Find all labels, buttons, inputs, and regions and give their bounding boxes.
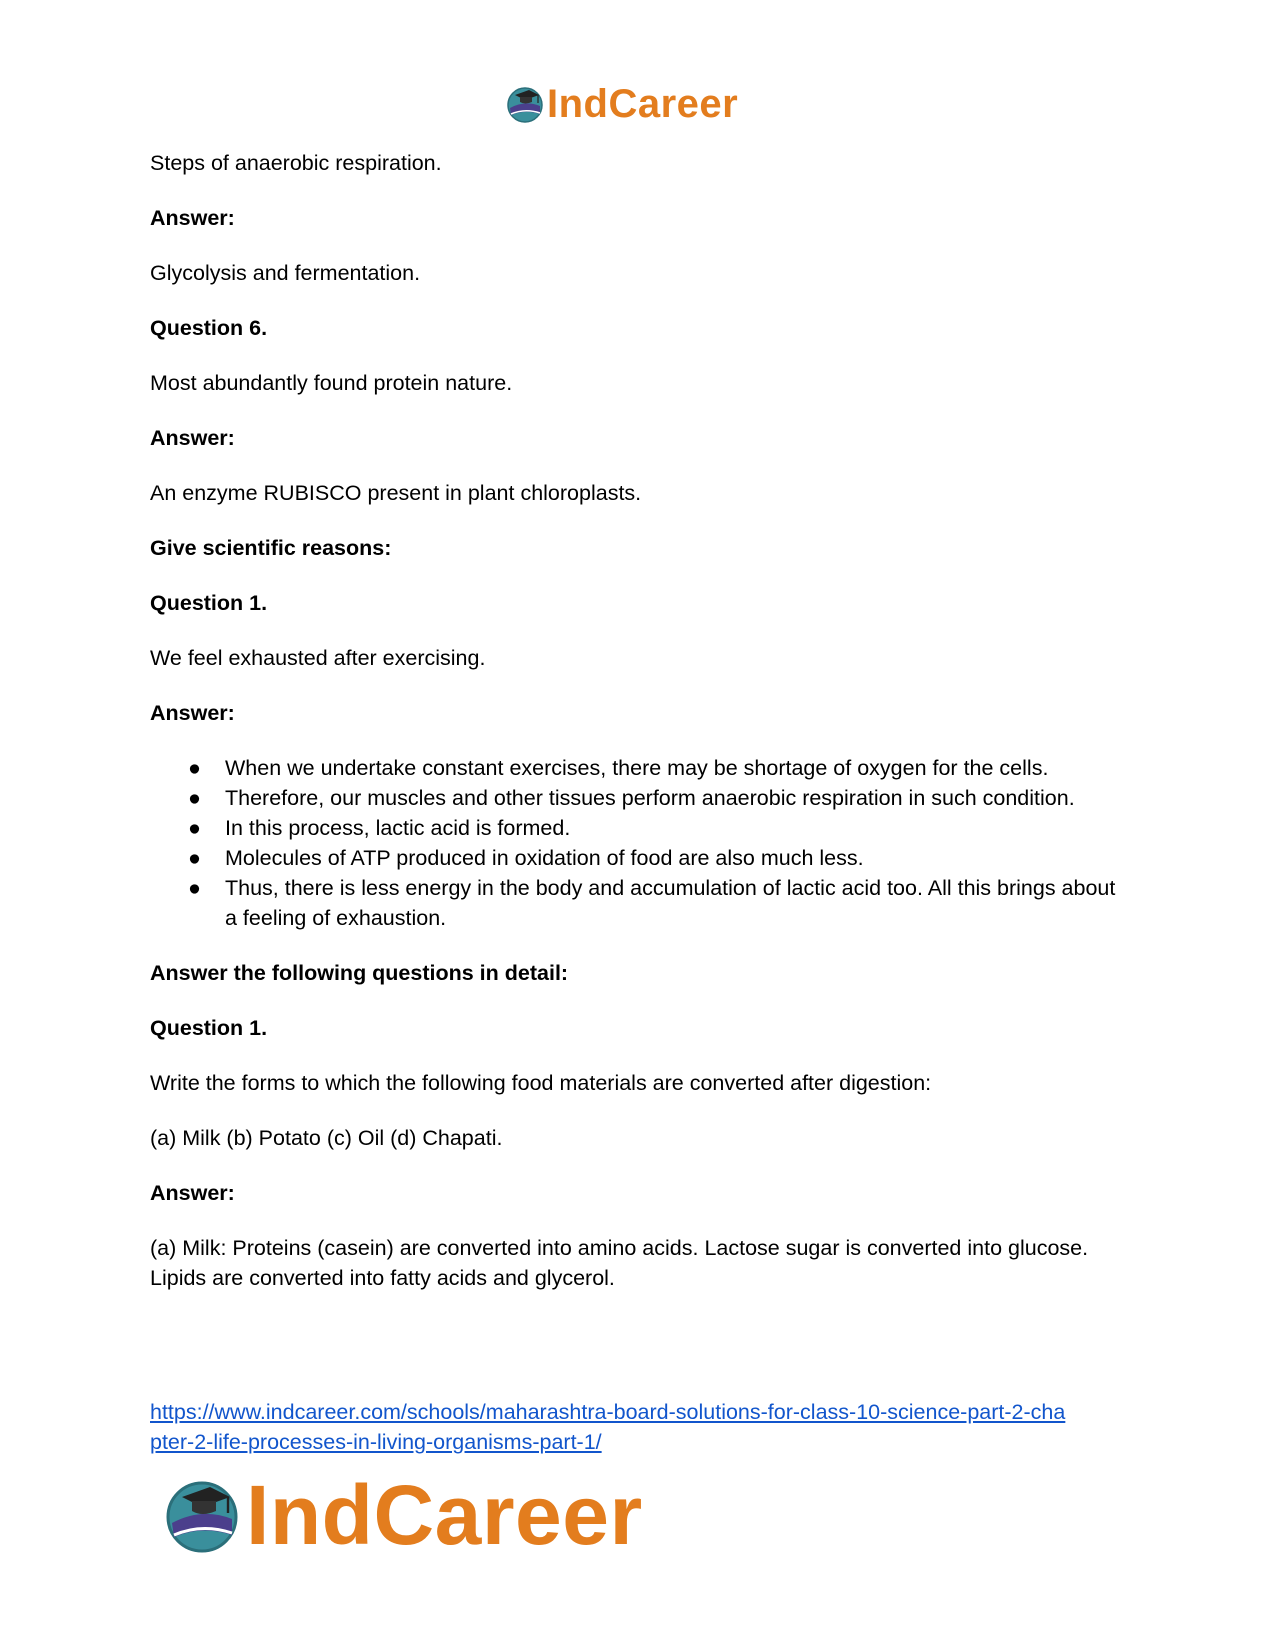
- heading-line: Answer the following questions in detail:: [150, 961, 569, 985]
- document-body: [150, 148, 1130, 1318]
- bullet-dot-icon: ●: [188, 816, 201, 840]
- paragraph: An enzyme RUBISCO present in plant chloroplasts.: [150, 481, 642, 505]
- heading-line: Answer:: [150, 206, 235, 230]
- paragraph: Steps of anaerobic respiration.: [150, 151, 442, 175]
- globe-book-icon: [162, 1475, 242, 1555]
- paragraph: We feel exhausted after exercising.: [150, 646, 486, 670]
- logo-wordmark: IndCareer: [246, 1467, 643, 1562]
- content-blocks: [150, 148, 1130, 728]
- bullet-item: [188, 753, 1130, 783]
- content-blocks-detail: [150, 958, 1130, 1293]
- source-link-line-1: https://www.indcareer.com/schools/maharashtra-board-solutions-for-class-10-science-part-2-cha: [150, 1400, 1066, 1424]
- heading-line: Question 1.: [150, 591, 268, 615]
- heading-line: Answer:: [150, 1181, 235, 1205]
- logo-wordmark: IndCareer: [547, 81, 739, 126]
- heading-line: Question 6.: [150, 316, 268, 340]
- indcareer-logo-top: [505, 80, 738, 128]
- answer-bullet-list: [150, 753, 1130, 933]
- bullet-dot-icon: ●: [188, 786, 201, 810]
- bullet-text: Thus, there is less energy in the body and accumulation of lactic acid too. All this brings about a feeling of exhaustion.: [225, 876, 1116, 930]
- paragraph: Most abundantly found protein nature.: [150, 371, 513, 395]
- bullet-text: In this process, lactic acid is formed.: [225, 816, 571, 840]
- source-link-block: [150, 1397, 1150, 1457]
- bullet-text: Therefore, our muscles and other tissues perform anaerobic respiration in such condition.: [225, 786, 1075, 810]
- paragraph: (a) Milk (b) Potato (c) Oil (d) Chapati.: [150, 1126, 503, 1150]
- source-link[interactable]: [150, 1400, 1065, 1454]
- source-link-line-2: pter-2-life-processes-in-living-organisms-part-1/: [150, 1430, 602, 1454]
- bullet-item: [188, 813, 1130, 843]
- indcareer-logo-bottom: [162, 1467, 643, 1562]
- bullet-item: [188, 843, 1130, 873]
- paragraph: Write the forms to which the following food materials are converted after digestion:: [150, 1071, 932, 1095]
- bullet-item: [188, 783, 1130, 813]
- heading-line: Question 1.: [150, 1016, 268, 1040]
- paragraph: (a) Milk: Proteins (casein) are converted into amino acids. Lactose sugar is converted into glucose. Lipids are converted into fatty acids and glycerol.: [150, 1236, 1089, 1290]
- bullet-dot-icon: ●: [188, 846, 201, 870]
- bullet-text: When we undertake constant exercises, there may be shortage of oxygen for the cells.: [225, 756, 1049, 780]
- bullet-item: [188, 873, 1130, 933]
- bullet-text: Molecules of ATP produced in oxidation of food are also much less.: [225, 846, 864, 870]
- paragraph: Glycolysis and fermentation.: [150, 261, 421, 285]
- globe-book-icon: [505, 84, 545, 124]
- bullet-dot-icon: ●: [188, 876, 201, 900]
- heading-line: Answer:: [150, 701, 235, 725]
- bullet-dot-icon: ●: [188, 756, 201, 780]
- heading-line: Answer:: [150, 426, 235, 450]
- heading-line: Give scientific reasons:: [150, 536, 392, 560]
